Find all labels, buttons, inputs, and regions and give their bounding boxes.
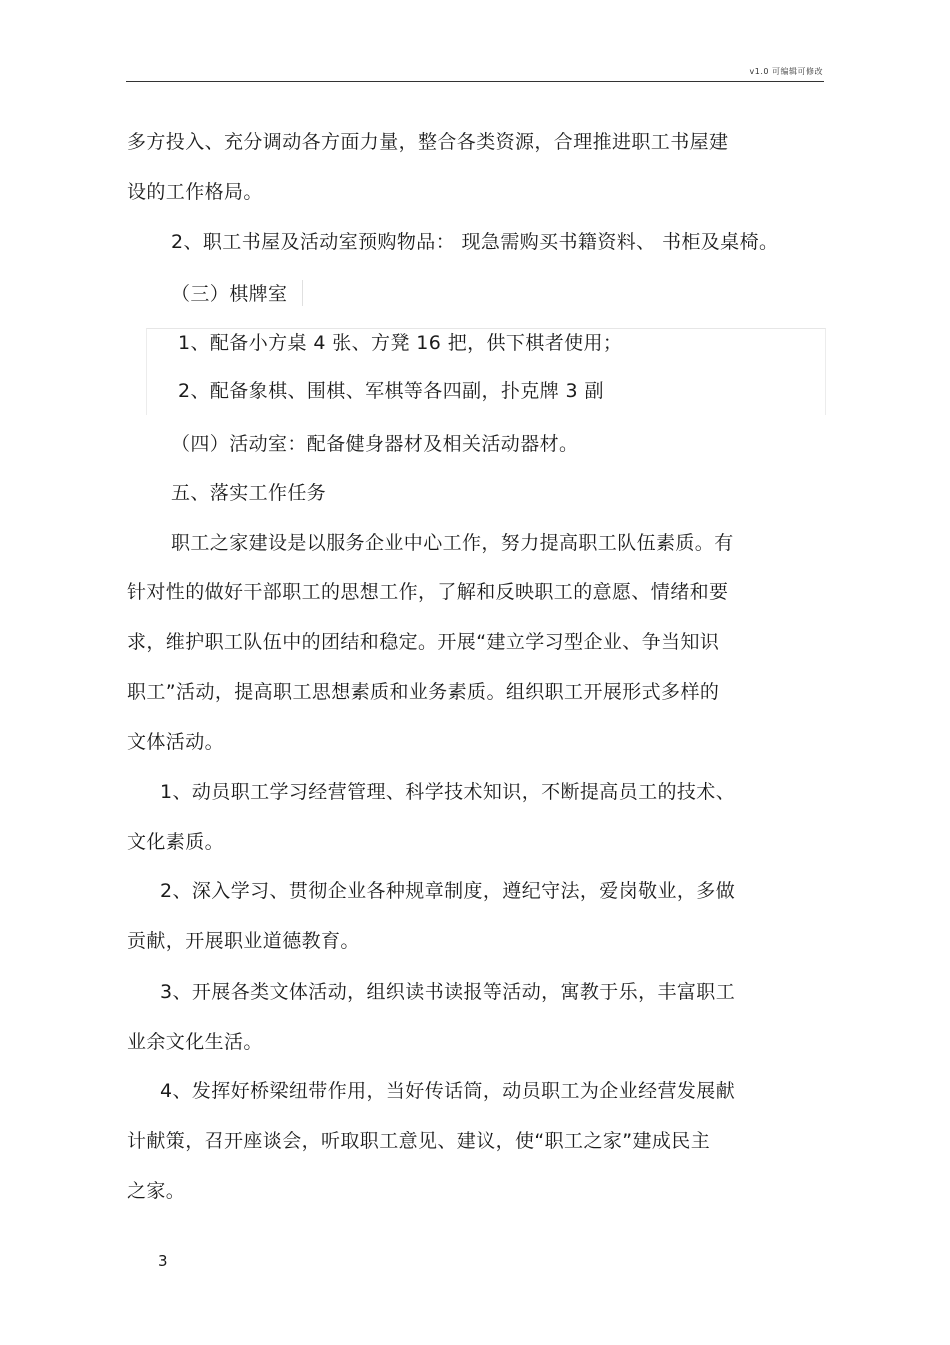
section-heading: （三）棋牌室: [171, 283, 288, 305]
body-line: 多方投入、充分调动各方面力量，整合各类资源，合理推进职工书屋建: [127, 131, 729, 153]
body-line: 之家。: [127, 1180, 186, 1202]
body-line: 职工”活动，提高职工思想素质和业务素质。组织职工开展形式多样的: [127, 681, 720, 703]
body-line: 贡献，开展职业道德教育。: [127, 930, 360, 952]
body-line: 求，维护职工队伍中的团结和稳定。开展“建立学习型企业、争当知识: [127, 631, 720, 653]
cell-separator: [302, 280, 303, 306]
body-line: 文体活动。: [127, 731, 225, 753]
section-heading: （四）活动室：配备健身器材及相关活动器材。: [171, 433, 579, 455]
header-version-tag: v1.0 可编辑可修改: [749, 67, 823, 76]
body-line: 针对性的做好干部职工的思想工作，了解和反映职工的意愿、情绪和要: [127, 581, 729, 603]
page-number: 3: [158, 1252, 168, 1270]
list-item: 3、开展各类文体活动，组织读书读报等活动，寓教于乐，丰富职工: [160, 981, 736, 1003]
section-heading: 五、落实工作任务: [171, 482, 327, 504]
body-line: 计献策，召开座谈会，听取职工意见、建议，使“职工之家”建成民主: [127, 1130, 711, 1152]
body-line: 职工之家建设是以服务企业中心工作，努力提高职工队伍素质。有: [171, 532, 734, 554]
body-line: 设的工作格局。: [127, 181, 263, 203]
body-line: 2、职工书屋及活动室预购物品： 现急需购买书籍资料、 书柜及桌椅。: [171, 231, 779, 253]
table-row: 1、配备小方桌 4 张、方凳 16 把，供下棋者使用；: [178, 332, 623, 354]
body-line: 文化素质。: [127, 831, 225, 853]
list-item: 4、发挥好桥梁纽带作用，当好传话筒，动员职工为企业经营发展献: [160, 1080, 736, 1102]
list-item: 2、深入学习、贯彻企业各种规章制度，遵纪守法，爱岗敬业，多做: [160, 880, 736, 902]
header-rule: [126, 81, 824, 82]
list-item: 1、动员职工学习经营管理、科学技术知识，不断提高员工的技术、: [160, 781, 736, 803]
body-line: 业余文化生活。: [127, 1031, 263, 1053]
table-row: 2、配备象棋、围棋、军棋等各四副，扑克牌 3 副: [178, 380, 604, 402]
